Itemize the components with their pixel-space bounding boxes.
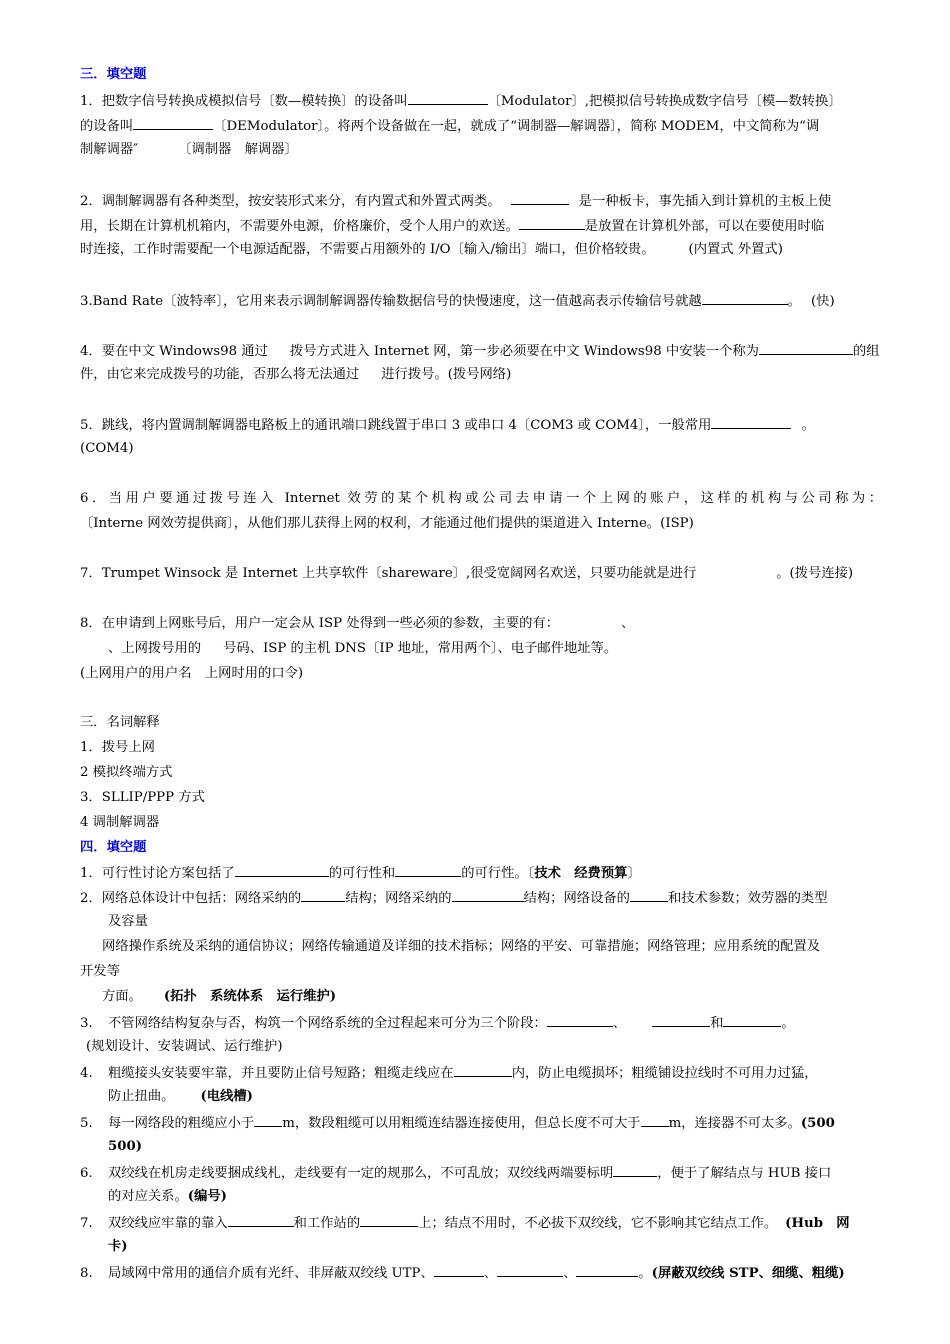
blank: [630, 887, 668, 902]
item-8: 8. 局域网中常用的通信介质有光纤、非屏蔽双绞线 UTP、 、 、 。(屏蔽双绞线 STP、细缆、粗缆): [80, 1262, 882, 1284]
blank: [547, 1012, 613, 1027]
item-7-line-1: 7. 双绞线应牢靠的靠入 和工作站的 上；结点不用时，不必拔下双绞线，它不影响其它结点工作。 (Hub 网: [80, 1212, 882, 1234]
section-title: 三．填空题: [80, 67, 147, 82]
item-2-line-2: 及容量: [108, 914, 148, 929]
item-2-line-1: 2．网络总体设计中包括：网络采纳的 结构；网络采纳的 结构；网络设备的 和技术参数；效劳器的类型: [80, 887, 882, 909]
question-6-line-1: 6．当用户要通过拨号连入 Internet 效劳的某个机构或公司去申请一个上网的账户，这样的机构与公司称为：: [80, 491, 882, 506]
blank: [641, 1112, 669, 1127]
blank: [497, 1262, 563, 1277]
blank: [133, 115, 213, 130]
question-5-line-1: 5．跳线，将内置调制解调器电路板上的通讯端口跳线置于串口 3 或串口 4〔COM3 或 COM4〕，一般常用 。: [80, 414, 882, 436]
term-item: 2 模拟终端方式: [80, 765, 173, 780]
item-2-line-3: 网络操作系统及采纳的通信协议；网络传输通道及详细的技术指标；网络的平安、可靠措施；网络管理；应用系统的配置及: [102, 939, 821, 954]
question-1-line-1: 1．把数字信号转换成模拟信号〔数—模转换〕的设备叫 〔Modulator〕,把模拟信号转换成数字信号〔模—数转换〕: [80, 90, 882, 112]
question-8-line-3: (上网用户的用户名 上网时用的口令): [80, 666, 304, 681]
blank: [301, 887, 345, 902]
item-5-line-1: 5. 每一网络段的粗缆应小于 m，数段粗缆可以用粗缆连结器连接使用，但总长度不可大于 m，连接器不可太多。(500: [80, 1112, 882, 1134]
section-title: 四．填空题: [80, 840, 147, 855]
question-8-line-1: 8．在申请到上网账号后，用户一定会从 ISP 处得到一些必须的参数，主要的有： 、: [80, 616, 635, 631]
item-4-line-1: 4. 粗缆接头安装要牢靠，并且要防止信号短路；粗缆走线应在 内，防止电缆损坏；粗缆铺设拉线时不可用力过猛，: [80, 1062, 882, 1084]
blank: [360, 1212, 418, 1227]
question-2-line-3: 时连接，工作时需要配一个电源适配器，不需要占用额外的 I/O〔输入/输出〕端口，但价格较贵。 (内置式 外置式): [80, 242, 783, 257]
item-6-line-1: 6. 双绞线在机房走线要捆成线札，走线要有一定的规那么，不可乱放；双绞线两端要标明 ，便于了解结点与 HUB 接口: [80, 1162, 882, 1184]
blank: [454, 1062, 512, 1077]
question-4-line-1: 4．要在中文 Windows98 通过 拨号方式进入 Internet 网，第一步必须要在中文 Windows98 中安装一个称为 的组: [80, 340, 882, 362]
question-8-line-2: 、上网拨号用的 号码、ISP 的主机 DNS〔IP 地址，常用两个〕、电子邮件地址等。: [108, 641, 618, 656]
question-4-line-2: 件，由它来完成拨号的功能，否那么将无法通过 进行拨号。(拨号网络): [80, 367, 512, 382]
question-5-line-2: (COM4): [80, 441, 134, 456]
term-item: 3．SLLIP/PPP 方式: [80, 790, 205, 805]
item-1: 1．可行性讨论方案包括了 的可行性和 的可行性。〔技术 经费预算〕: [80, 862, 882, 884]
blank: [434, 1262, 484, 1277]
terms-title: 三．名词解释: [80, 715, 160, 730]
term-item: 4 调制解调器: [80, 815, 160, 830]
item-2-line-4: 开发等: [80, 964, 120, 979]
blank: [702, 290, 788, 305]
item-6-line-2: 的对应关系。(编号): [108, 1189, 227, 1204]
blank: [576, 1262, 638, 1277]
blank: [254, 1112, 282, 1127]
blank: [652, 1012, 710, 1027]
item-5-line-2: 500): [108, 1139, 143, 1154]
question-1-line-3: 制解调器″ 〔调制器 解调器〕: [80, 142, 298, 157]
item-3-line-2: (规划设计、安装调试、运行维护): [86, 1039, 283, 1054]
blank: [452, 887, 524, 902]
blank: [395, 862, 461, 877]
term-item: 1．拨号上网: [80, 740, 155, 755]
blank: [408, 90, 488, 105]
item-3-line-1: 3. 不管网络结构复杂与否，构筑一个网络系统的全过程起来可分为三个阶段： 、 和 。: [80, 1012, 882, 1034]
blank: [759, 340, 853, 355]
blank: [228, 1212, 294, 1227]
question-3: 3.Band Rate〔波特率〕，它用来表示调制解调器传输数据信号的快慢速度，这一值越高表示传输信号就越 。 (快): [80, 290, 882, 312]
blank: [711, 414, 791, 429]
item-7-line-2: 卡): [108, 1239, 128, 1254]
blank: [723, 1012, 781, 1027]
question-2-line-2: 用，长期在计算机机箱内，不需要外电源，价格廉价，受个人用户的欢送。 是放置在计算机外部，可以在要使用时临: [80, 215, 882, 237]
question-6-line-2: 〔Interne 网效劳提供商〕，从他们那儿获得上网的权利，才能通过他们提供的渠道进入 Interne。(ISP): [80, 516, 694, 531]
question-7: 7．Trumpet Winsock 是 Internet 上共享软件〔shareware〕,很受宽阔网名欢送，只要功能就是进行 。(拨号连接): [80, 566, 854, 581]
blank: [519, 215, 585, 230]
item-2-line-5: 方面。 (拓扑 系统体系 运行维护): [102, 989, 337, 1004]
item-4-line-2: 防止扭曲。 (电线槽): [108, 1089, 253, 1104]
question-2-line-1: 2．调制解调器有各种类型，按安装形式来分，有内置式和外置式两类。 是一种板卡，事先插入到计算机的主板上使: [80, 190, 882, 212]
blank: [511, 190, 569, 205]
blank: [235, 862, 329, 877]
blank: [613, 1162, 657, 1177]
question-1-line-2: 的设备叫 〔DEModulator〕。将两个设备做在一起，就成了“调制器—解调器〕，简称 MODEM，中文简称为“调: [80, 115, 882, 137]
